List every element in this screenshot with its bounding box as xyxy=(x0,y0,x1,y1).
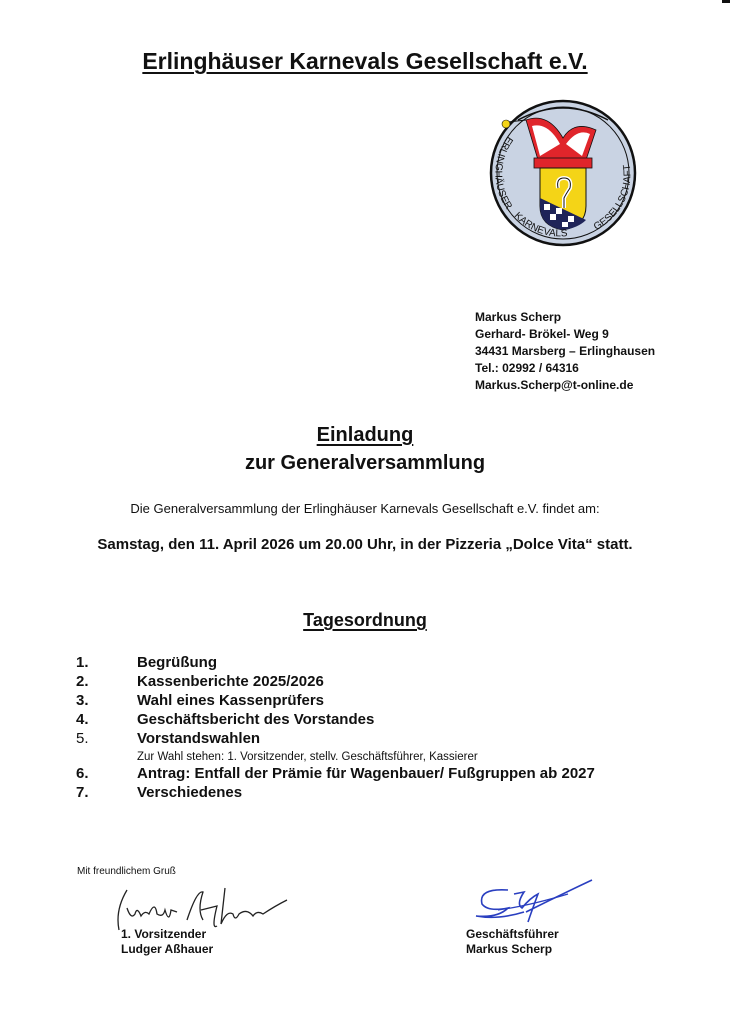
agenda-item-number: 7. xyxy=(76,784,89,801)
contact-phone: Tel.: 02992 / 64316 xyxy=(475,361,579,375)
agenda-item-note: Zur Wahl stehen: 1. Vorsitzender, stellv. Geschäftsführer, Kassierer xyxy=(137,751,478,763)
agenda-item-number: 2. xyxy=(76,673,89,690)
logo-text-bottom: KARNEVALS xyxy=(511,210,568,240)
scan-mark xyxy=(722,0,730,3)
agenda-item-number: 4. xyxy=(76,711,89,728)
invitation-subheading: zur Generalversammlung xyxy=(244,452,486,474)
invitation-heading: Einladung xyxy=(316,424,414,446)
agenda-heading: Tagesordnung xyxy=(303,610,427,630)
contact-block xyxy=(475,309,655,394)
agenda-item xyxy=(76,711,696,730)
agenda-list xyxy=(76,654,696,803)
club-emblem-icon xyxy=(478,98,648,248)
agenda-item-number: 6. xyxy=(76,765,89,782)
agenda-item xyxy=(76,784,696,803)
logo-text-right: GESELLSCHAFT xyxy=(591,163,634,233)
signatory-left-role: 1. Vorsitzender xyxy=(121,927,207,941)
meeting-date-line: Samstag, den 11. April 2026 um 20.00 Uhr, in der Pizzeria „Dolce Vita“ statt. xyxy=(97,536,633,553)
agenda-item-number: 5. xyxy=(76,730,89,747)
agenda-item-label: Vorstandswahlen xyxy=(137,730,261,747)
agenda-item xyxy=(76,765,696,784)
agenda-item-label: Geschäftsbericht des Vorstandes xyxy=(137,711,375,728)
agenda-item-number: 3. xyxy=(76,692,89,709)
invitation-intro: Die Generalversammlung der Erlinghäuser Karnevals Gesellschaft e.V. findet am: xyxy=(130,501,600,516)
club-logo xyxy=(478,98,648,248)
agenda-item xyxy=(76,692,696,711)
agenda-item-label: Wahl eines Kassenprüfers xyxy=(137,692,325,709)
agenda-item xyxy=(76,673,696,692)
signatory-right-name: Markus Scherp xyxy=(466,942,553,956)
contact-name: Markus Scherp xyxy=(475,310,562,324)
agenda-item-label: Kassenberichte 2025/2026 xyxy=(137,673,324,690)
agenda-item-number: 1. xyxy=(76,654,89,671)
signatory-left xyxy=(121,927,213,957)
contact-email[interactable]: Markus.Scherp@t-online.de xyxy=(475,378,634,392)
organization-title: Erlinghäuser Karnevals Gesellschaft e.V. xyxy=(142,48,588,74)
agenda-item-label: Verschiedenes xyxy=(137,784,243,801)
closing-greeting: Mit freundlichem Gruß xyxy=(77,866,176,877)
agenda-item xyxy=(76,730,696,749)
logo-text-left: ERLINGHÄUSER xyxy=(492,134,515,212)
contact-street: Gerhard- Brökel- Weg 9 xyxy=(475,327,609,341)
signatory-right-role: Geschäftsführer xyxy=(466,927,559,941)
contact-city: 34431 Marsberg – Erlinghausen xyxy=(475,344,656,358)
agenda-item-label: Begrüßung xyxy=(137,654,217,671)
signatory-left-name: Ludger Aßhauer xyxy=(121,942,214,956)
agenda-item-label: Antrag: Entfall der Prämie für Wagenbauer/ Fußgruppen ab 2027 xyxy=(137,765,595,782)
signatory-right xyxy=(466,927,559,957)
agenda-item xyxy=(76,654,696,673)
